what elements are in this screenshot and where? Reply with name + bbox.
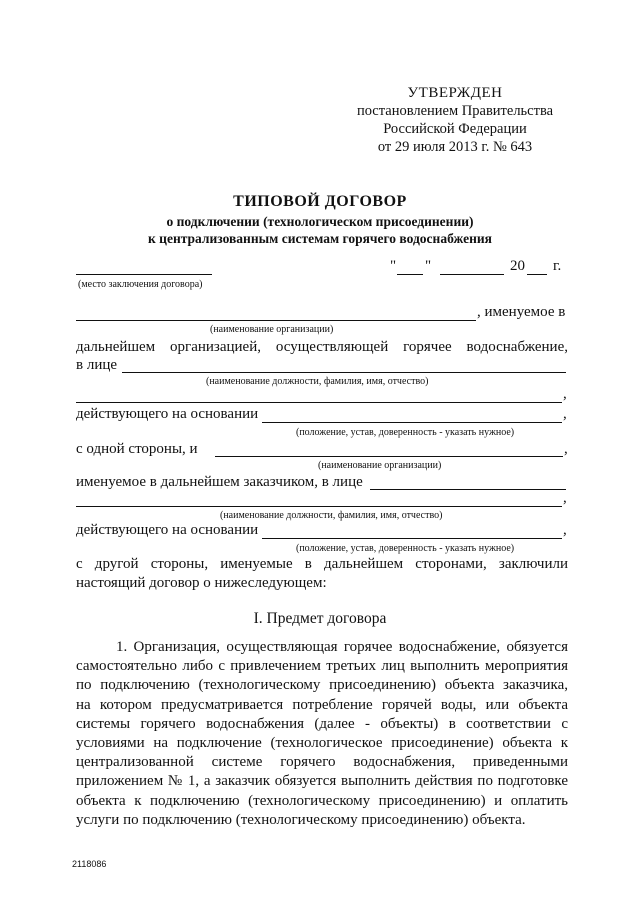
subtitle-line-1: о подключении (технологическом присоединении) (166, 214, 474, 229)
closing-line-1: с другой стороны, именуемые в дальнейшем сторонами, заключили (76, 556, 568, 572)
document-number: 2118086 (72, 859, 107, 869)
date-quote-close: " (425, 258, 432, 274)
customer-representative-continuation-blank[interactable] (76, 506, 562, 507)
comma-4: , (563, 490, 567, 506)
paragraph-line: системы горячего водоснабжения (далее - объекты) в соответствии с (76, 715, 568, 732)
in-person-label: в лице (76, 357, 118, 373)
one-side-text: с одной стороны, и (76, 441, 198, 457)
acting-basis-blank-2[interactable] (262, 538, 562, 539)
basis-caption-2: (положение, устав, доверенность - указать нужное) (296, 543, 515, 554)
place-blank-line[interactable] (76, 274, 212, 275)
comma-3: , (564, 441, 568, 457)
date-year-blank[interactable] (527, 274, 547, 275)
paragraph-line: услуги по подключению (технологическому присоединению) объекта. (76, 811, 526, 828)
paragraph-line: централизованной системе горячего водоснабжения, приведенными (76, 754, 568, 771)
approval-line-1: постановлением Правительства (356, 103, 554, 119)
date-month-blank[interactable] (440, 274, 504, 275)
acting-basis-label-2: действующего на основании (76, 522, 259, 538)
paragraph-line: 1. Организация, осуществляющая горячее водоснабжение, обязуется (116, 639, 568, 655)
approval-line-3: от 29 июля 2013 г. № 643 (377, 139, 533, 155)
paragraph-line: приложением № 1, а заказчик обязуется выполнить действия по подготовке (76, 773, 568, 790)
basis-caption: (положение, устав, доверенность - указать нужное) (296, 427, 515, 438)
place-caption: (место заключения договора) (78, 279, 203, 290)
organization-name-blank[interactable] (76, 320, 476, 321)
representative-continuation-blank[interactable] (76, 402, 562, 403)
section-1-paragraph (76, 638, 568, 830)
representative-blank[interactable] (122, 372, 566, 373)
section-heading: I. Предмет договора (253, 610, 387, 627)
paragraph-line: условиями на подключение (технологическое присоединение) объекта к (76, 735, 568, 752)
organization-name-caption: (наименование организации) (210, 324, 334, 335)
date-quote-open: " (390, 258, 397, 274)
second-organization-blank[interactable] (215, 456, 563, 457)
approval-block (340, 84, 570, 156)
comma-1: , (563, 386, 567, 402)
paragraph-line: на котором предусматривается потребление горячей воды, или объекта (76, 696, 568, 713)
subtitle-line-2: к централизованным системам горячего водоснабжения (148, 231, 492, 246)
closing-line-2: настоящий договор о нижеследующем: (76, 575, 327, 591)
document-title: ТИПОВОЙ ДОГОВОР (233, 193, 407, 210)
named-as-text: , именуемое в (477, 304, 566, 320)
paragraph-line: объекта к подключению (технологическому присоединению) и оплатить (76, 792, 568, 809)
paragraph-line: по подключению (технологическому присоединению) объекта заказчика, (76, 677, 568, 694)
comma-5: , (563, 522, 567, 538)
acting-basis-label: действующего на основании (76, 406, 259, 422)
date-year-prefix: 20 (510, 258, 525, 274)
date-day-blank[interactable] (397, 274, 423, 275)
document-subtitle (0, 213, 640, 247)
customer-named-text: именуемое в дальнейшем заказчиком, в лице (76, 474, 363, 490)
approval-heading: УТВЕРЖДЕН (407, 85, 503, 101)
date-year-suffix: г. (553, 258, 562, 274)
position-caption: (наименование должности, фамилия, имя, отчество) (206, 376, 429, 387)
further-text: дальнейшем организацией, осуществляющей горячее водоснабжение, (76, 339, 568, 355)
customer-representative-blank[interactable] (370, 489, 566, 490)
organization-caption-2: (наименование организации) (318, 460, 442, 471)
acting-basis-blank[interactable] (262, 422, 562, 423)
position-caption-2: (наименование должности, фамилия, имя, отчество) (220, 510, 443, 521)
comma-2: , (563, 406, 567, 422)
approval-line-2: Российской Федерации (383, 121, 527, 137)
paragraph-line: самостоятельно либо с привлечением третьих лиц выполнить мероприятия (76, 658, 568, 675)
